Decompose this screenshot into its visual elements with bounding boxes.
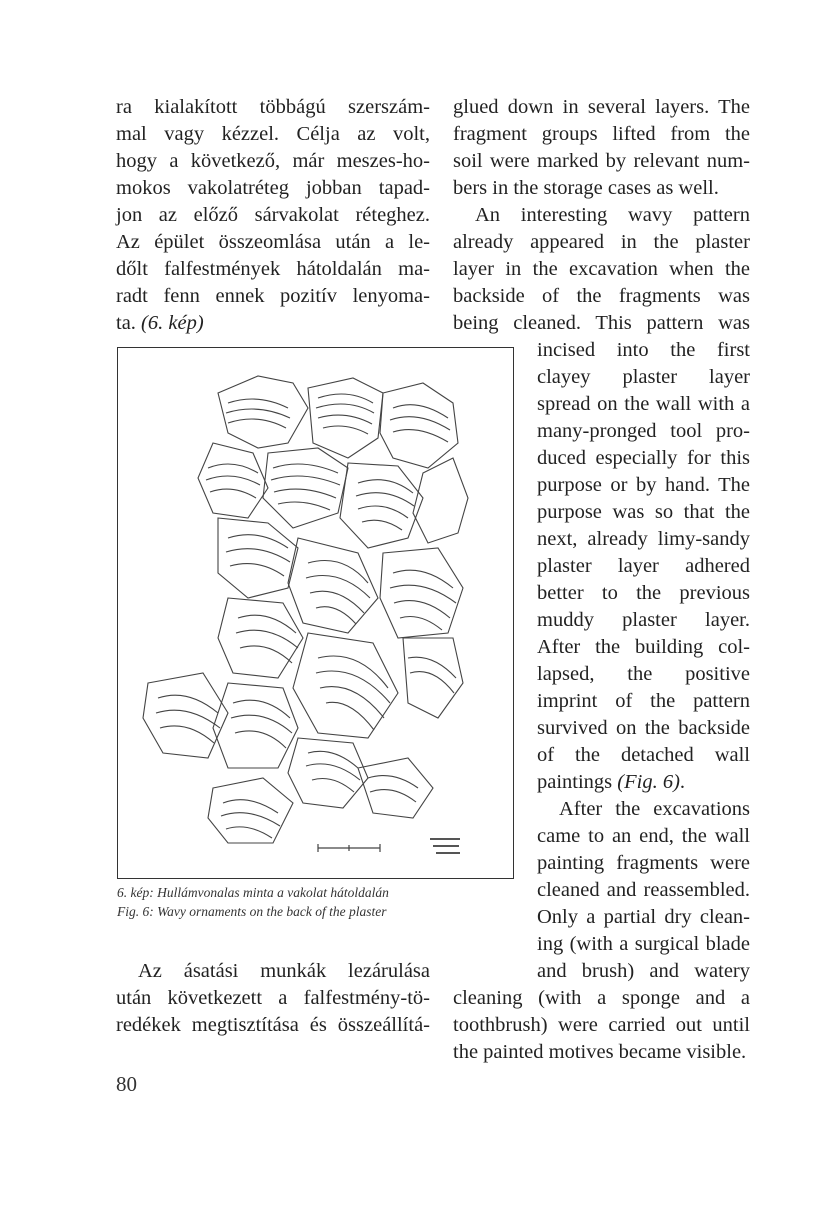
- text-line: soil were marked by relevant num-: [453, 150, 750, 172]
- text-line: survived on the backside: [537, 717, 750, 739]
- text-line: spread on the wall with a: [537, 393, 750, 415]
- text-line: ra kialakított többágú szerszám-: [116, 96, 430, 118]
- text-line: redékek megtisztítása és összeállítá-: [116, 1014, 430, 1036]
- text-line: bers in the storage cases as well.: [453, 177, 719, 199]
- text-line: incised into the first: [537, 339, 750, 361]
- text-line: purpose or by hand. The: [537, 474, 750, 496]
- text-line: duced especially for this: [537, 447, 750, 469]
- text-line: already appeared in the plaster: [453, 231, 750, 253]
- text-line: mokos vakolatréteg jobban tapad-: [116, 177, 430, 199]
- text-line: ing (with a surgical blade: [537, 933, 750, 955]
- text-line: mal vagy kézzel. Célja az volt,: [116, 123, 430, 145]
- text-line: layer in the excavation when the: [453, 258, 750, 280]
- page-number: 80: [116, 1072, 137, 1096]
- text-line: imprint of the pattern: [537, 690, 750, 712]
- text-line: next, already limy-sandy: [537, 528, 750, 550]
- text-line: backside of the fragments was: [453, 285, 750, 307]
- text-line: glued down in several layers. The: [453, 96, 750, 118]
- figure-6: [117, 347, 514, 879]
- text-line: hogy a következő, már meszes-ho-: [116, 150, 430, 172]
- text-line: radt fenn ennek pozitív lenyoma-: [116, 285, 430, 307]
- text-line: many-pronged tool pro-: [537, 420, 750, 442]
- text-line: paintings (Fig. 6).: [537, 771, 686, 793]
- text-line: Az épület összeomlása után a le-: [116, 231, 430, 253]
- text-line: An interesting wavy pattern: [475, 204, 750, 226]
- text-line: Az ásatási munkák lezárulása: [138, 960, 430, 982]
- text-line: jon az előző sárvakolat réteghez.: [116, 204, 430, 226]
- text-line: better to the previous: [537, 582, 750, 604]
- text-line: After the excavations: [559, 798, 750, 820]
- text-line: fragment groups lifted from the: [453, 123, 750, 145]
- text-line: of the detached wall: [537, 744, 750, 766]
- text-line: ta. (6. kép): [116, 312, 204, 334]
- text-line: After the building col-: [537, 636, 750, 658]
- text-line: után következett a falfestmény-tö-: [116, 987, 430, 1009]
- text-line: came to an end, the wall: [537, 825, 750, 847]
- figure-caption-hu: 6. kép: Hullámvonalas minta a vakolat hátoldalán: [117, 885, 389, 900]
- text-line: plaster layer adhered: [537, 555, 750, 577]
- text-line: dőlt falfestmények hátoldalán ma-: [116, 258, 430, 280]
- text-line: painting fragments were: [537, 852, 750, 874]
- text-line: purpose was so that the: [537, 501, 750, 523]
- text-line: lapsed, the positive: [537, 663, 750, 685]
- text-line: muddy plaster layer.: [537, 609, 750, 631]
- text-line: cleaning (with a sponge and a: [453, 987, 750, 1009]
- text-line: being cleaned. This pattern was: [453, 312, 750, 334]
- text-line: the painted motives became visible.: [453, 1041, 747, 1063]
- text-line: cleaned and reassembled.: [537, 879, 750, 901]
- text-line: toothbrush) were carried out until: [453, 1014, 750, 1036]
- figure-caption-en: Fig. 6: Wavy ornaments on the back of the plaster: [117, 904, 387, 919]
- text-line: clayey plaster layer: [537, 366, 750, 388]
- fragments-drawing: [118, 348, 513, 878]
- text-line: and brush) and watery: [537, 960, 750, 982]
- text-line: Only a partial dry clean-: [537, 906, 750, 928]
